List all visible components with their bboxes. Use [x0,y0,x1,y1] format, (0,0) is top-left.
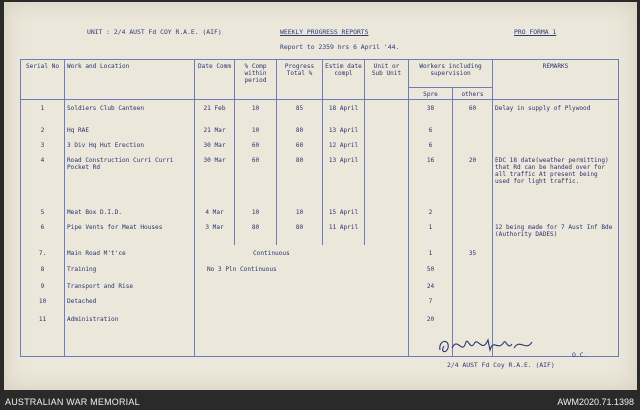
cell-progress: 85 [277,100,323,122]
col-progress: Progress Total % [277,60,323,100]
cell-serial: 5 [21,204,65,219]
cell-work: Training [65,261,195,278]
cell-spre: 50 [409,261,453,278]
cell-unit [365,152,409,204]
cell-spre: 20 [409,311,453,357]
cell-serial: 8 [21,261,65,278]
cell-work: Detached [65,293,195,311]
footer-bar [0,396,640,410]
cell-spre: 6 [409,122,453,137]
cell-others [453,137,493,152]
cell-others [453,204,493,219]
cell-others [453,261,493,278]
cell-unit [365,204,409,219]
cell-serial: 2 [21,122,65,137]
cell-progress: 10 [277,204,323,219]
table-row [21,204,619,219]
cell-work: Meat Box D.I.D. [65,204,195,219]
cell-estim: 13 April [323,122,365,137]
cell-pct-comp: 10 [235,122,277,137]
cell-spre: 2 [409,204,453,219]
cell-spre: 1 [409,245,453,261]
cell-date: 21 Mar [195,122,235,137]
cell-unit [365,100,409,122]
table-row [21,137,619,152]
cell-serial: 10 [21,293,65,311]
cell-work: Administration [65,311,195,357]
table-row [21,278,619,293]
cell-spre: 1 [409,219,453,245]
cell-remarks: Delay in supply of Plywood [493,100,619,122]
cell-serial: 7. [21,245,65,261]
report-time: Report to 2359 hrs 6 April '44. [280,43,400,51]
cell-estim: 15 April [323,204,365,219]
col-serial: Serial No [21,60,65,100]
report-title: WEEKLY PROGRESS REPORTS [280,28,369,36]
cell-unit [365,219,409,245]
cell-span [195,261,409,278]
col-pct-comp: % Comp within period [235,60,277,100]
col-estim: Estim date compl [323,60,365,100]
cell-spre: 7 [409,293,453,311]
signature-caption: 2/4 AUST Fd Coy R.A.E. (AIF) [447,361,555,369]
unit-heading: UNIT : 2/4 AUST Fd COY R.A.E. (AIF) [87,28,222,36]
footer-accession: AWM2020.71.1398 [557,397,634,407]
cell-remarks [493,278,619,293]
cell-date: 30 Mar [195,137,235,152]
table-row [21,122,619,137]
cell-span-text [197,298,207,305]
col-remarks: REMARKS [493,60,619,100]
progress-table [20,59,619,357]
cell-estim: 12 April [323,137,365,152]
cell-work: Hq RAE [65,122,195,137]
cell-remarks [493,261,619,278]
cell-unit [365,122,409,137]
cell-work: Road Construction Curri Curri Pocket Rd [65,152,195,204]
cell-progress: 80 [277,152,323,204]
cell-pct-comp: 10 [235,204,277,219]
cell-others [453,219,493,245]
table-row [21,219,619,245]
cell-others: 20 [453,152,493,204]
signature-title: O.C. [572,351,588,359]
signature-mark [436,334,566,358]
cell-others [453,278,493,293]
col-unit: Unit or Sub Unit [365,60,409,100]
cell-date: 3 Mar [195,219,235,245]
cell-serial: 11 [21,311,65,357]
cell-date: 30 Mar [195,152,235,204]
col-spre: Spre [409,88,453,100]
form-number: PRO FORMA 1 [514,28,557,36]
cell-progress: 60 [277,137,323,152]
cell-unit [365,137,409,152]
cell-work: Pipe Vents for Meat Houses [65,219,195,245]
cell-progress: 80 [277,122,323,137]
cell-work: Transport and Rise [65,278,195,293]
cell-span-text [197,283,207,290]
table-row [21,152,619,204]
cell-date: 21 Feb [195,100,235,122]
cell-others: 35 [453,245,493,261]
cell-span [195,278,409,293]
cell-date: 4 Mar [195,204,235,219]
cell-others [453,122,493,137]
cell-remarks: 12 being made for 7 Aust Inf Bde (Authority DADES) [493,219,619,245]
table-row [21,261,619,278]
cell-serial: 6 [21,219,65,245]
cell-serial: 9 [21,278,65,293]
col-work: Work and Location [65,60,195,100]
col-date: Date Comm [195,60,235,100]
cell-remarks: EDC 18 date(weather permitting) that Rd can be handed over for all traffic At present being used for light traffic. [493,152,619,204]
cell-remarks [493,122,619,137]
cell-estim: 11 April [323,219,365,245]
cell-estim: 13 April [323,152,365,204]
cell-remarks [493,245,619,261]
cell-spre: 24 [409,278,453,293]
cell-pct-comp: 60 [235,152,277,204]
cell-serial: 3 [21,137,65,152]
cell-pct-comp: 80 [235,219,277,245]
cell-remarks [493,137,619,152]
cell-estim: 18 April [323,100,365,122]
cell-spre: 6 [409,137,453,152]
table-row [21,100,619,122]
footer-source: AUSTRALIAN WAR MEMORIAL [5,397,140,407]
cell-work: 3 Div Hq Hut Erection [65,137,195,152]
cell-span [195,311,409,357]
cell-others: 60 [453,100,493,122]
cell-progress: 80 [277,219,323,245]
cell-serial: 4 [21,152,65,204]
table-row [21,245,619,261]
cell-span-text [197,316,207,323]
table-row [21,293,619,311]
cell-remarks [493,293,619,311]
cell-pct-comp: 10 [235,100,277,122]
cell-span-text: No 3 Pln Continuous [207,265,277,273]
cell-remarks [493,204,619,219]
cell-span [195,245,409,261]
cell-spre: 38 [409,100,453,122]
cell-work: Main Road M't'ce [65,245,195,261]
cell-others [453,293,493,311]
cell-work: Soldiers Club Canteen [65,100,195,122]
col-others: others [453,88,493,100]
col-workers: Workers including supervision [409,60,493,88]
cell-span [195,293,409,311]
cell-pct-comp: 60 [235,137,277,152]
cell-span-text: Continuous [253,249,290,257]
cell-serial: 1 [21,100,65,122]
cell-spre: 16 [409,152,453,204]
